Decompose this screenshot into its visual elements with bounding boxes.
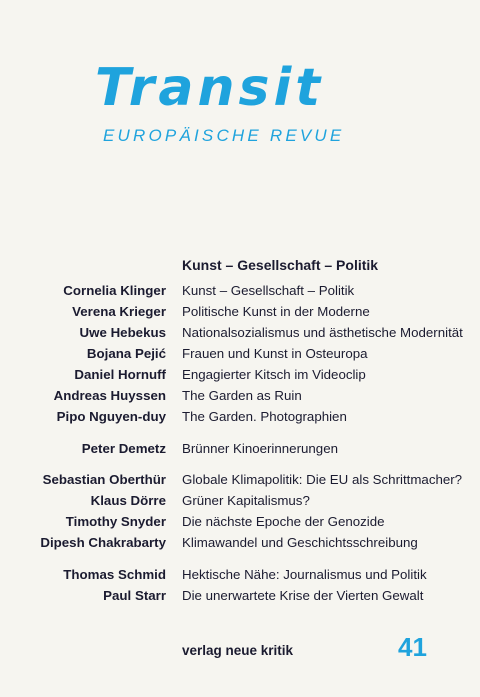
contents-entry	[0, 441, 480, 462]
contents-group	[0, 567, 480, 609]
contents-entry	[0, 346, 480, 367]
entry-author: Dipesh Chakrabarty	[40, 535, 166, 550]
entry-title: Politische Kunst in der Moderne	[182, 304, 370, 319]
entry-author: Verena Krieger	[72, 304, 166, 319]
contents-entry	[0, 304, 480, 325]
contents-group	[0, 283, 480, 430]
entry-author: Cornelia Klinger	[63, 283, 166, 298]
issue-number: 41	[398, 632, 427, 662]
contents-entry	[0, 514, 480, 535]
contents-entry	[0, 535, 480, 556]
entry-title: Kunst – Gesellschaft – Politik	[182, 283, 355, 298]
contents-entry	[0, 567, 480, 588]
journal-subtitle: EUROPÄISCHE REVUE	[103, 126, 345, 145]
contents-entry	[0, 283, 480, 304]
entry-title: The Garden as Ruin	[182, 388, 302, 403]
entry-title: Brünner Kinoerinnerungen	[182, 441, 338, 456]
entry-title: Engagierter Kitsch im Videoclip	[182, 367, 366, 382]
section-heading: Kunst – Gesellschaft – Politik	[182, 257, 379, 273]
journal-logo: Transit	[95, 58, 325, 118]
contents-entry	[0, 409, 480, 430]
entry-author: Pipo Nguyen-duy	[56, 409, 166, 424]
entry-title: Grüner Kapitalismus?	[182, 493, 310, 508]
entry-author: Klaus Dörre	[90, 493, 166, 508]
contents-entry	[0, 472, 480, 493]
entry-author: Sebastian Oberthür	[42, 472, 166, 487]
entry-author: Thomas Schmid	[63, 567, 166, 582]
entry-title: The Garden. Photographien	[182, 409, 347, 424]
contents-group	[0, 472, 480, 556]
entry-title: Klimawandel und Geschichtsschreibung	[182, 535, 418, 550]
entry-author: Uwe Hebekus	[79, 325, 166, 340]
entry-title: Nationalsozialismus und ästhetische Modernität	[182, 325, 463, 340]
entry-author: Timothy Snyder	[65, 514, 166, 529]
contents-entry	[0, 588, 480, 609]
contents-entry	[0, 493, 480, 514]
contents-entry	[0, 367, 480, 388]
contents-group	[0, 441, 480, 462]
entry-author: Bojana Pejić	[86, 346, 166, 361]
entry-title: Die nächste Epoche der Genozide	[182, 514, 385, 529]
entry-author: Peter Demetz	[81, 441, 166, 456]
contents-entry	[0, 388, 480, 409]
entry-title: Globale Klimapolitik: Die EU als Schrittmacher?	[182, 472, 463, 487]
entry-title: Hektische Nähe: Journalismus und Politik	[182, 567, 427, 582]
entry-author: Andreas Huyssen	[53, 388, 166, 403]
entry-author: Paul Starr	[103, 588, 166, 603]
publisher-name: verlag neue kritik	[182, 643, 294, 658]
entry-title: Die unerwartete Krise der Vierten Gewalt	[182, 588, 424, 603]
contents-entry	[0, 325, 480, 346]
entry-author: Daniel Hornuff	[74, 367, 166, 382]
entry-title: Frauen und Kunst in Osteuropa	[182, 346, 368, 361]
